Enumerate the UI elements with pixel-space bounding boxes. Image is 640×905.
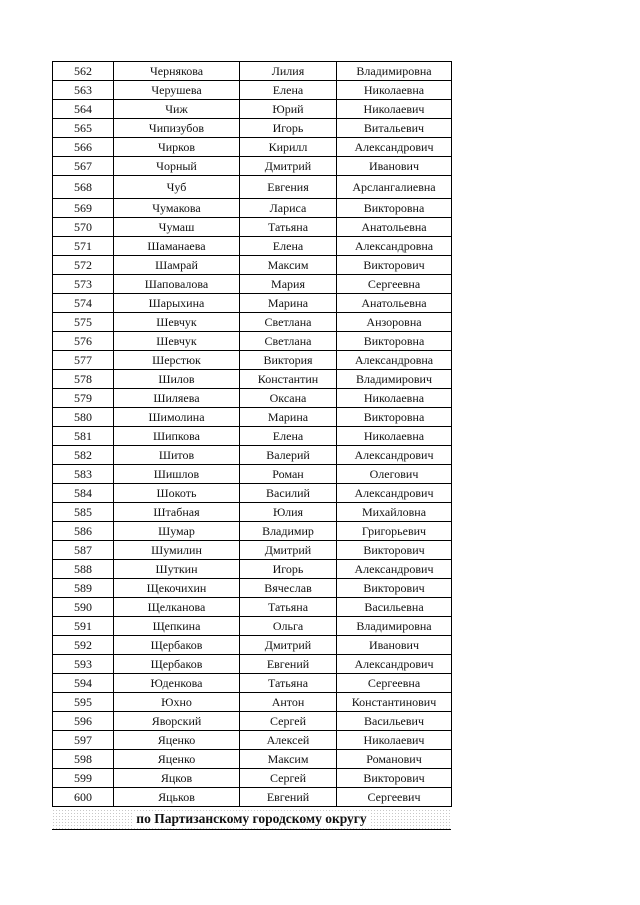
patronymic-cell: Николаевич — [337, 100, 452, 119]
surname-cell: Чумакова — [114, 199, 240, 218]
surname-cell: Шерстюк — [114, 351, 240, 370]
first-name-cell: Константин — [240, 370, 337, 389]
surname-cell: Штабная — [114, 503, 240, 522]
table-row — [53, 598, 452, 617]
row-number-cell: 573 — [53, 275, 114, 294]
first-name-cell: Максим — [240, 750, 337, 769]
section-footer — [52, 809, 451, 830]
row-number-cell: 578 — [53, 370, 114, 389]
row-number-cell: 582 — [53, 446, 114, 465]
row-number-cell: 567 — [53, 157, 114, 176]
table-row — [53, 750, 452, 769]
surname-cell: Щербаков — [114, 655, 240, 674]
patronymic-cell: Анзоровна — [337, 313, 452, 332]
row-number-cell: 584 — [53, 484, 114, 503]
first-name-cell: Кирилл — [240, 138, 337, 157]
patronymic-cell: Викторович — [337, 579, 452, 598]
row-number-cell: 589 — [53, 579, 114, 598]
surname-cell: Яценко — [114, 750, 240, 769]
patronymic-cell: Сергеевич — [337, 788, 452, 807]
patronymic-cell: Васильевич — [337, 712, 452, 731]
table-row — [53, 370, 452, 389]
table-row — [53, 351, 452, 370]
first-name-cell: Василий — [240, 484, 337, 503]
table-row — [53, 218, 452, 237]
patronymic-cell: Николаевна — [337, 81, 452, 100]
surname-cell: Шитов — [114, 446, 240, 465]
first-name-cell: Вячеслав — [240, 579, 337, 598]
surname-cell: Чуб — [114, 176, 240, 199]
surname-cell: Шаманаева — [114, 237, 240, 256]
table-row — [53, 332, 452, 351]
first-name-cell: Евгений — [240, 655, 337, 674]
patronymic-cell: Александрович — [337, 138, 452, 157]
first-name-cell: Дмитрий — [240, 541, 337, 560]
row-number-cell: 595 — [53, 693, 114, 712]
table-row — [53, 408, 452, 427]
table-row — [53, 769, 452, 788]
first-name-cell: Максим — [240, 256, 337, 275]
patronymic-cell: Викторовна — [337, 408, 452, 427]
first-name-cell: Игорь — [240, 119, 337, 138]
row-number-cell: 585 — [53, 503, 114, 522]
first-name-cell: Юлия — [240, 503, 337, 522]
row-number-cell: 572 — [53, 256, 114, 275]
table-row — [53, 484, 452, 503]
row-number-cell: 580 — [53, 408, 114, 427]
first-name-cell: Роман — [240, 465, 337, 484]
patronymic-cell: Витальевич — [337, 119, 452, 138]
first-name-cell: Юрий — [240, 100, 337, 119]
patronymic-cell: Арслангалиевна — [337, 176, 452, 199]
surname-cell: Яцков — [114, 769, 240, 788]
patronymic-cell: Александрович — [337, 446, 452, 465]
patronymic-cell: Александрович — [337, 560, 452, 579]
patronymic-cell: Олегович — [337, 465, 452, 484]
first-name-cell: Сергей — [240, 769, 337, 788]
patronymic-cell: Александрович — [337, 655, 452, 674]
table-row — [53, 465, 452, 484]
first-name-cell: Татьяна — [240, 598, 337, 617]
surname-cell: Чиж — [114, 100, 240, 119]
table-row — [53, 503, 452, 522]
surname-cell: Яценко — [114, 731, 240, 750]
surname-cell: Щелканова — [114, 598, 240, 617]
patronymic-cell: Александрович — [337, 484, 452, 503]
first-name-cell: Евгений — [240, 788, 337, 807]
first-name-cell: Елена — [240, 81, 337, 100]
table-row — [53, 655, 452, 674]
first-name-cell: Светлана — [240, 313, 337, 332]
row-number-cell: 568 — [53, 176, 114, 199]
table-row — [53, 199, 452, 218]
patronymic-cell: Иванович — [337, 157, 452, 176]
row-number-cell: 594 — [53, 674, 114, 693]
table-row — [53, 100, 452, 119]
first-name-cell: Елена — [240, 237, 337, 256]
patronymic-cell: Сергеевна — [337, 674, 452, 693]
row-number-cell: 587 — [53, 541, 114, 560]
table-row — [53, 119, 452, 138]
row-number-cell: 575 — [53, 313, 114, 332]
row-number-cell: 586 — [53, 522, 114, 541]
row-number-cell: 597 — [53, 731, 114, 750]
surname-cell: Шишлов — [114, 465, 240, 484]
first-name-cell: Елена — [240, 427, 337, 446]
surname-cell: Шамрай — [114, 256, 240, 275]
section-footer-label-wrap — [52, 810, 451, 828]
table-row — [53, 389, 452, 408]
first-name-cell: Виктория — [240, 351, 337, 370]
patronymic-cell: Александровна — [337, 351, 452, 370]
row-number-cell: 564 — [53, 100, 114, 119]
first-name-cell: Татьяна — [240, 674, 337, 693]
row-number-cell: 598 — [53, 750, 114, 769]
row-number-cell: 596 — [53, 712, 114, 731]
surname-cell: Чипизубов — [114, 119, 240, 138]
row-number-cell: 576 — [53, 332, 114, 351]
patronymic-cell: Владимировна — [337, 617, 452, 636]
surname-cell: Шокоть — [114, 484, 240, 503]
first-name-cell: Валерий — [240, 446, 337, 465]
roster-table-body — [53, 62, 452, 807]
surname-cell: Черушева — [114, 81, 240, 100]
roster-sheet — [52, 61, 451, 807]
row-number-cell: 590 — [53, 598, 114, 617]
row-number-cell: 579 — [53, 389, 114, 408]
surname-cell: Шуткин — [114, 560, 240, 579]
section-footer-label: по Партизанскому городскому округу — [133, 811, 369, 826]
table-row — [53, 788, 452, 807]
patronymic-cell: Викторович — [337, 769, 452, 788]
table-row — [53, 674, 452, 693]
table-row — [53, 731, 452, 750]
row-number-cell: 593 — [53, 655, 114, 674]
first-name-cell: Игорь — [240, 560, 337, 579]
table-row — [53, 294, 452, 313]
table-row — [53, 275, 452, 294]
table-row — [53, 237, 452, 256]
row-number-cell: 600 — [53, 788, 114, 807]
table-row — [53, 712, 452, 731]
patronymic-cell: Викторовна — [337, 332, 452, 351]
patronymic-cell: Иванович — [337, 636, 452, 655]
table-row — [53, 138, 452, 157]
row-number-cell: 570 — [53, 218, 114, 237]
first-name-cell: Марина — [240, 408, 337, 427]
surname-cell: Шаповалова — [114, 275, 240, 294]
table-row — [53, 256, 452, 275]
row-number-cell: 583 — [53, 465, 114, 484]
row-number-cell: 565 — [53, 119, 114, 138]
surname-cell: Чорный — [114, 157, 240, 176]
first-name-cell: Марина — [240, 294, 337, 313]
patronymic-cell: Васильевна — [337, 598, 452, 617]
table-row — [53, 693, 452, 712]
surname-cell: Яворский — [114, 712, 240, 731]
table-row — [53, 617, 452, 636]
table-row — [53, 62, 452, 81]
surname-cell: Шипкова — [114, 427, 240, 446]
surname-cell: Чумаш — [114, 218, 240, 237]
first-name-cell: Евгения — [240, 176, 337, 199]
patronymic-cell: Николаевна — [337, 389, 452, 408]
row-number-cell: 574 — [53, 294, 114, 313]
patronymic-cell: Анатольевна — [337, 294, 452, 313]
patronymic-cell: Владимировна — [337, 62, 452, 81]
first-name-cell: Ольга — [240, 617, 337, 636]
first-name-cell: Мария — [240, 275, 337, 294]
row-number-cell: 577 — [53, 351, 114, 370]
first-name-cell: Антон — [240, 693, 337, 712]
first-name-cell: Лилия — [240, 62, 337, 81]
surname-cell: Шиляева — [114, 389, 240, 408]
patronymic-cell: Анатольевна — [337, 218, 452, 237]
surname-cell: Щекочихин — [114, 579, 240, 598]
table-row — [53, 427, 452, 446]
surname-cell: Шевчук — [114, 332, 240, 351]
row-number-cell: 592 — [53, 636, 114, 655]
first-name-cell: Владимир — [240, 522, 337, 541]
table-row — [53, 579, 452, 598]
surname-cell: Шилов — [114, 370, 240, 389]
row-number-cell: 562 — [53, 62, 114, 81]
table-row — [53, 522, 452, 541]
patronymic-cell: Владимирович — [337, 370, 452, 389]
surname-cell: Шумилин — [114, 541, 240, 560]
surname-cell: Щербаков — [114, 636, 240, 655]
roster-table — [52, 61, 452, 807]
patronymic-cell: Григорьевич — [337, 522, 452, 541]
table-row — [53, 176, 452, 199]
surname-cell: Шимолина — [114, 408, 240, 427]
patronymic-cell: Александровна — [337, 237, 452, 256]
surname-cell: Шевчук — [114, 313, 240, 332]
table-row — [53, 636, 452, 655]
patronymic-cell: Михайловна — [337, 503, 452, 522]
table-row — [53, 446, 452, 465]
patronymic-cell: Николаевна — [337, 427, 452, 446]
row-number-cell: 569 — [53, 199, 114, 218]
patronymic-cell: Константинович — [337, 693, 452, 712]
row-number-cell: 591 — [53, 617, 114, 636]
patronymic-cell: Романович — [337, 750, 452, 769]
surname-cell: Шумар — [114, 522, 240, 541]
row-number-cell: 599 — [53, 769, 114, 788]
table-row — [53, 541, 452, 560]
surname-cell: Юхно — [114, 693, 240, 712]
surname-cell: Щепкина — [114, 617, 240, 636]
first-name-cell: Лариса — [240, 199, 337, 218]
surname-cell: Чернякова — [114, 62, 240, 81]
patronymic-cell: Сергеевна — [337, 275, 452, 294]
first-name-cell: Дмитрий — [240, 157, 337, 176]
surname-cell: Яцьков — [114, 788, 240, 807]
table-row — [53, 313, 452, 332]
patronymic-cell: Викторовна — [337, 199, 452, 218]
first-name-cell: Светлана — [240, 332, 337, 351]
surname-cell: Юденкова — [114, 674, 240, 693]
table-row — [53, 157, 452, 176]
first-name-cell: Сергей — [240, 712, 337, 731]
first-name-cell: Дмитрий — [240, 636, 337, 655]
patronymic-cell: Викторович — [337, 256, 452, 275]
surname-cell: Шарыхина — [114, 294, 240, 313]
first-name-cell: Алексей — [240, 731, 337, 750]
row-number-cell: 566 — [53, 138, 114, 157]
patronymic-cell: Николаевич — [337, 731, 452, 750]
row-number-cell: 563 — [53, 81, 114, 100]
first-name-cell: Оксана — [240, 389, 337, 408]
surname-cell: Чирков — [114, 138, 240, 157]
row-number-cell: 571 — [53, 237, 114, 256]
first-name-cell: Татьяна — [240, 218, 337, 237]
row-number-cell: 581 — [53, 427, 114, 446]
table-row — [53, 560, 452, 579]
patronymic-cell: Викторович — [337, 541, 452, 560]
table-row — [53, 81, 452, 100]
row-number-cell: 588 — [53, 560, 114, 579]
